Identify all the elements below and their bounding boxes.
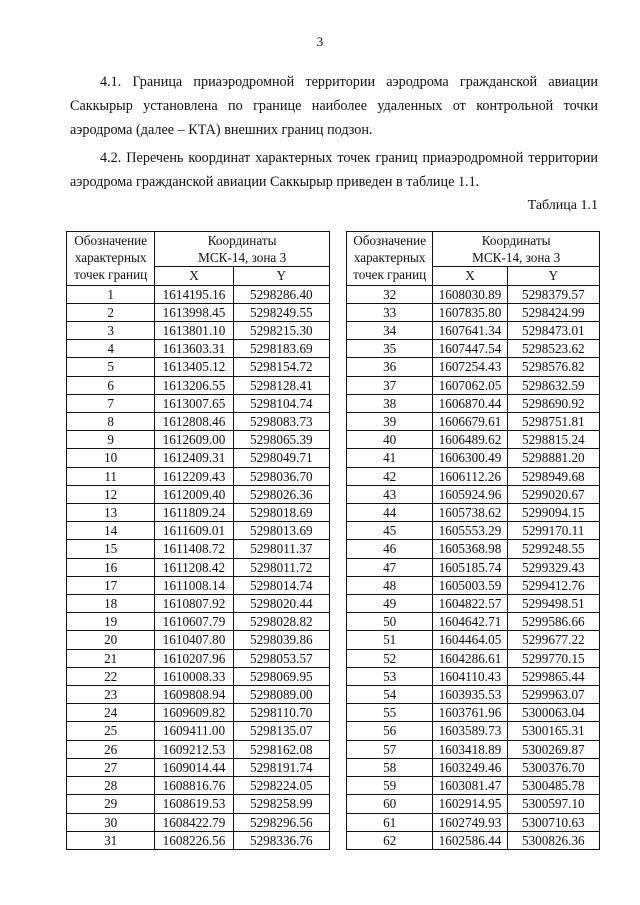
point-number-cell: 14 xyxy=(67,522,155,540)
table-row xyxy=(347,758,600,776)
point-number-cell: 38 xyxy=(347,394,433,412)
y-coordinate-cell: 5298020.44 xyxy=(233,595,329,613)
designation-header-line: точек границ xyxy=(353,267,427,283)
coordinate-system-header: МСК-14, зона 3 xyxy=(433,249,600,267)
y-coordinate-cell: 5298135.07 xyxy=(233,722,329,740)
y-coordinate-cell: 5298286.40 xyxy=(233,285,329,303)
y-coordinate-cell: 5298083.73 xyxy=(233,413,329,431)
point-number-cell: 9 xyxy=(67,431,155,449)
table-row xyxy=(347,831,600,849)
point-number-cell: 44 xyxy=(347,504,433,522)
point-number-cell: 15 xyxy=(67,540,155,558)
point-number-cell: 59 xyxy=(347,777,433,795)
coordinates-table-right xyxy=(346,231,600,850)
y-coordinate-cell: 5299412.76 xyxy=(507,576,599,594)
y-coordinate-cell: 5298523.62 xyxy=(507,340,599,358)
point-number-cell: 62 xyxy=(347,831,433,849)
y-coordinate-cell: 5298576.82 xyxy=(507,358,599,376)
coordinate-system-header: МСК-14, зона 3 xyxy=(155,249,330,267)
table-row xyxy=(347,631,600,649)
y-column-header: Y xyxy=(233,267,329,285)
table-row xyxy=(67,631,330,649)
table-row xyxy=(67,813,330,831)
y-coordinate-cell: 5298036.70 xyxy=(233,467,329,485)
x-coordinate-cell: 1606870.44 xyxy=(433,394,507,412)
x-coordinate-cell: 1611008.14 xyxy=(155,576,233,594)
table-row xyxy=(347,704,600,722)
table-row xyxy=(67,777,330,795)
x-coordinate-cell: 1612009.40 xyxy=(155,485,233,503)
x-coordinate-cell: 1610807.92 xyxy=(155,595,233,613)
table-row xyxy=(347,558,600,576)
y-coordinate-cell: 5298690.92 xyxy=(507,394,599,412)
table-row xyxy=(67,340,330,358)
y-coordinate-cell: 5298018.69 xyxy=(233,504,329,522)
y-coordinate-cell: 5298258.99 xyxy=(233,795,329,813)
point-number-cell: 19 xyxy=(67,613,155,631)
paragraph-boundary-description: 4.1. Граница приаэродромной территории аэродрома гражданской авиации Саккырыр установлена по границе наиболее удаленных от контрольной точки аэродрома (далее – КТА) внешних границ подзон. xyxy=(70,74,598,138)
y-coordinate-cell: 5298089.00 xyxy=(233,686,329,704)
x-coordinate-cell: 1606489.62 xyxy=(433,431,507,449)
table-row xyxy=(67,303,330,321)
table-row xyxy=(347,613,600,631)
point-number-cell: 55 xyxy=(347,704,433,722)
point-number-cell: 47 xyxy=(347,558,433,576)
table-row xyxy=(67,358,330,376)
table-row xyxy=(67,576,330,594)
point-number-cell: 40 xyxy=(347,431,433,449)
point-number-cell: 3 xyxy=(67,322,155,340)
y-coordinate-cell: 5298473.01 xyxy=(507,322,599,340)
y-coordinate-cell: 5299170.11 xyxy=(507,522,599,540)
y-coordinate-cell: 5299677.22 xyxy=(507,631,599,649)
x-coordinate-cell: 1607254.43 xyxy=(433,358,507,376)
y-coordinate-cell: 5298751.81 xyxy=(507,413,599,431)
point-number-cell: 49 xyxy=(347,595,433,613)
point-number-cell: 4 xyxy=(67,340,155,358)
x-coordinate-cell: 1603418.89 xyxy=(433,740,507,758)
y-coordinate-cell: 5298039.86 xyxy=(233,631,329,649)
table-row xyxy=(67,649,330,667)
point-number-cell: 17 xyxy=(67,576,155,594)
y-coordinate-cell: 5298028.82 xyxy=(233,613,329,631)
y-coordinate-cell: 5300165.31 xyxy=(507,722,599,740)
x-coordinate-cell: 1613801.10 xyxy=(155,322,233,340)
point-number-cell: 12 xyxy=(67,485,155,503)
designation-header-line: точек границ xyxy=(74,267,148,283)
point-number-cell: 53 xyxy=(347,667,433,685)
x-coordinate-cell: 1605553.29 xyxy=(433,522,507,540)
table-row xyxy=(347,485,600,503)
x-coordinate-cell: 1613206.55 xyxy=(155,376,233,394)
y-coordinate-cell: 5298632.59 xyxy=(507,376,599,394)
point-number-cell: 52 xyxy=(347,649,433,667)
point-number-cell: 6 xyxy=(67,376,155,394)
designation-header-line: Обозначение xyxy=(74,233,148,248)
x-coordinate-cell: 1609609.82 xyxy=(155,704,233,722)
table-row xyxy=(67,831,330,849)
point-number-cell: 33 xyxy=(347,303,433,321)
point-number-cell: 21 xyxy=(67,649,155,667)
x-coordinate-cell: 1610607.79 xyxy=(155,613,233,631)
table-row xyxy=(347,449,600,467)
table-row xyxy=(67,722,330,740)
point-number-cell: 5 xyxy=(67,358,155,376)
table-row xyxy=(67,758,330,776)
designation-header-line: характерных xyxy=(74,250,147,266)
point-number-cell: 42 xyxy=(347,467,433,485)
table-row xyxy=(67,413,330,431)
x-column-header: X xyxy=(433,267,507,285)
x-coordinate-cell: 1607447.54 xyxy=(433,340,507,358)
x-coordinate-cell: 1613405.12 xyxy=(155,358,233,376)
y-coordinate-cell: 5298949.68 xyxy=(507,467,599,485)
point-number-cell: 34 xyxy=(347,322,433,340)
point-number-cell: 25 xyxy=(67,722,155,740)
coordinates-header: Координаты xyxy=(155,232,330,250)
table-row xyxy=(347,813,600,831)
y-coordinate-cell: 5298162.08 xyxy=(233,740,329,758)
y-coordinate-cell: 5298110.70 xyxy=(233,704,329,722)
x-coordinate-cell: 1604464.05 xyxy=(433,631,507,649)
x-coordinate-cell: 1612609.00 xyxy=(155,431,233,449)
table-row xyxy=(347,576,600,594)
point-number-cell: 51 xyxy=(347,631,433,649)
y-coordinate-cell: 5298815.24 xyxy=(507,431,599,449)
x-coordinate-cell: 1612409.31 xyxy=(155,449,233,467)
y-coordinate-cell: 5300485.78 xyxy=(507,777,599,795)
table-row xyxy=(347,649,600,667)
table-row xyxy=(347,686,600,704)
table-row xyxy=(347,467,600,485)
table-row xyxy=(67,431,330,449)
table-row xyxy=(347,431,600,449)
table-row xyxy=(67,322,330,340)
x-coordinate-cell: 1608226.56 xyxy=(155,831,233,849)
table-row xyxy=(67,686,330,704)
table-row xyxy=(67,795,330,813)
table-row xyxy=(347,504,600,522)
point-number-cell: 16 xyxy=(67,558,155,576)
y-coordinate-cell: 5298104.74 xyxy=(233,394,329,412)
x-coordinate-cell: 1604642.71 xyxy=(433,613,507,631)
x-coordinate-cell: 1605368.98 xyxy=(433,540,507,558)
y-coordinate-cell: 5298183.69 xyxy=(233,340,329,358)
x-coordinate-cell: 1602749.93 xyxy=(433,813,507,831)
x-coordinate-cell: 1609212.53 xyxy=(155,740,233,758)
y-coordinate-cell: 5298053.57 xyxy=(233,649,329,667)
x-coordinate-cell: 1608030.89 xyxy=(433,285,507,303)
table-row xyxy=(67,522,330,540)
x-coordinate-cell: 1602586.44 xyxy=(433,831,507,849)
y-coordinate-cell: 5299865.44 xyxy=(507,667,599,685)
point-number-cell: 60 xyxy=(347,795,433,813)
y-coordinate-cell: 5298191.74 xyxy=(233,758,329,776)
table-row xyxy=(347,358,600,376)
x-coordinate-cell: 1604822.57 xyxy=(433,595,507,613)
x-coordinate-cell: 1607062.05 xyxy=(433,376,507,394)
point-number-cell: 22 xyxy=(67,667,155,685)
table-row xyxy=(347,285,600,303)
y-coordinate-cell: 5298224.05 xyxy=(233,777,329,795)
x-coordinate-cell: 1605185.74 xyxy=(433,558,507,576)
x-coordinate-cell: 1610008.33 xyxy=(155,667,233,685)
point-number-cell: 1 xyxy=(67,285,155,303)
y-coordinate-cell: 5300710.63 xyxy=(507,813,599,831)
point-number-cell: 10 xyxy=(67,449,155,467)
point-number-cell: 41 xyxy=(347,449,433,467)
table-row xyxy=(67,667,330,685)
point-number-cell: 26 xyxy=(67,740,155,758)
x-coordinate-cell: 1607641.34 xyxy=(433,322,507,340)
y-coordinate-cell: 5300376.70 xyxy=(507,758,599,776)
table-row xyxy=(67,595,330,613)
x-coordinate-cell: 1603249.46 xyxy=(433,758,507,776)
x-coordinate-cell: 1606300.49 xyxy=(433,449,507,467)
coordinates-header: Координаты xyxy=(433,232,600,250)
point-number-cell: 45 xyxy=(347,522,433,540)
y-coordinate-cell: 5298026.36 xyxy=(233,485,329,503)
table-row xyxy=(347,595,600,613)
y-coordinate-cell: 5300597.10 xyxy=(507,795,599,813)
table-row xyxy=(67,540,330,558)
x-coordinate-cell: 1612808.46 xyxy=(155,413,233,431)
y-coordinate-cell: 5298249.55 xyxy=(233,303,329,321)
y-coordinate-cell: 5298215.30 xyxy=(233,322,329,340)
x-coordinate-cell: 1613603.31 xyxy=(155,340,233,358)
y-coordinate-cell: 5299586.66 xyxy=(507,613,599,631)
table-row xyxy=(347,394,600,412)
point-number-cell: 7 xyxy=(67,394,155,412)
x-coordinate-cell: 1603935.53 xyxy=(433,686,507,704)
page-number: 3 xyxy=(316,34,324,49)
designation-header-line: Обозначение xyxy=(353,233,427,248)
point-number-cell: 56 xyxy=(347,722,433,740)
x-coordinate-cell: 1608422.79 xyxy=(155,813,233,831)
y-coordinate-cell: 5298069.95 xyxy=(233,667,329,685)
x-column-header: X xyxy=(155,267,233,285)
table-row xyxy=(347,376,600,394)
y-coordinate-cell: 5298014.74 xyxy=(233,576,329,594)
table-row xyxy=(67,558,330,576)
table-row xyxy=(347,322,600,340)
point-number-cell: 28 xyxy=(67,777,155,795)
y-coordinate-cell: 5299094.15 xyxy=(507,504,599,522)
y-coordinate-cell: 5299329.43 xyxy=(507,558,599,576)
y-coordinate-cell: 5298336.76 xyxy=(233,831,329,849)
table-row xyxy=(67,485,330,503)
x-coordinate-cell: 1608816.76 xyxy=(155,777,233,795)
x-coordinate-cell: 1605003.59 xyxy=(433,576,507,594)
y-column-header: Y xyxy=(507,267,599,285)
point-number-cell: 46 xyxy=(347,540,433,558)
point-number-cell: 29 xyxy=(67,795,155,813)
y-coordinate-cell: 5299770.15 xyxy=(507,649,599,667)
y-coordinate-cell: 5298013.69 xyxy=(233,522,329,540)
paragraph-coordinates-list: 4.2. Перечень координат характерных точек границ приаэродромной территории аэродрома гражданской авиации Саккырыр приведен в таблице 1.1. xyxy=(70,150,598,190)
table-row xyxy=(347,303,600,321)
point-number-cell: 24 xyxy=(67,704,155,722)
y-coordinate-cell: 5298379.57 xyxy=(507,285,599,303)
table-row xyxy=(67,394,330,412)
point-number-cell: 54 xyxy=(347,686,433,704)
x-coordinate-cell: 1605738.62 xyxy=(433,504,507,522)
table-row xyxy=(347,667,600,685)
table-row xyxy=(67,376,330,394)
x-coordinate-cell: 1606112.26 xyxy=(433,467,507,485)
y-coordinate-cell: 5300826.36 xyxy=(507,831,599,849)
table-row xyxy=(347,740,600,758)
point-number-cell: 36 xyxy=(347,358,433,376)
point-number-cell: 11 xyxy=(67,467,155,485)
point-number-cell: 20 xyxy=(67,631,155,649)
designation-header xyxy=(347,232,433,286)
y-coordinate-cell: 5298011.37 xyxy=(233,540,329,558)
coordinates-table-left xyxy=(66,231,330,850)
y-coordinate-cell: 5298154.72 xyxy=(233,358,329,376)
point-number-cell: 18 xyxy=(67,595,155,613)
table-row xyxy=(347,340,600,358)
x-coordinate-cell: 1603081.47 xyxy=(433,777,507,795)
table-row xyxy=(67,504,330,522)
x-coordinate-cell: 1603589.73 xyxy=(433,722,507,740)
x-coordinate-cell: 1611609.01 xyxy=(155,522,233,540)
x-coordinate-cell: 1611208.42 xyxy=(155,558,233,576)
y-coordinate-cell: 5298011.72 xyxy=(233,558,329,576)
point-number-cell: 13 xyxy=(67,504,155,522)
y-coordinate-cell: 5298881.20 xyxy=(507,449,599,467)
x-coordinate-cell: 1610407.80 xyxy=(155,631,233,649)
y-coordinate-cell: 5300269.87 xyxy=(507,740,599,758)
y-coordinate-cell: 5299498.51 xyxy=(507,595,599,613)
point-number-cell: 57 xyxy=(347,740,433,758)
x-coordinate-cell: 1613998.45 xyxy=(155,303,233,321)
table-row xyxy=(67,613,330,631)
table-row xyxy=(347,795,600,813)
x-coordinate-cell: 1604286.61 xyxy=(433,649,507,667)
point-number-cell: 30 xyxy=(67,813,155,831)
point-number-cell: 35 xyxy=(347,340,433,358)
designation-header xyxy=(67,232,155,286)
point-number-cell: 39 xyxy=(347,413,433,431)
x-coordinate-cell: 1610207.96 xyxy=(155,649,233,667)
table-row xyxy=(67,285,330,303)
x-coordinate-cell: 1609808.94 xyxy=(155,686,233,704)
x-coordinate-cell: 1609411.00 xyxy=(155,722,233,740)
point-number-cell: 32 xyxy=(347,285,433,303)
point-number-cell: 61 xyxy=(347,813,433,831)
table-row xyxy=(347,722,600,740)
y-coordinate-cell: 5298296.56 xyxy=(233,813,329,831)
table-row xyxy=(67,704,330,722)
y-coordinate-cell: 5299020.67 xyxy=(507,485,599,503)
point-number-cell: 48 xyxy=(347,576,433,594)
table-row xyxy=(67,740,330,758)
x-coordinate-cell: 1604110.43 xyxy=(433,667,507,685)
table-row xyxy=(347,413,600,431)
x-coordinate-cell: 1614195.16 xyxy=(155,285,233,303)
y-coordinate-cell: 5298049.71 xyxy=(233,449,329,467)
point-number-cell: 8 xyxy=(67,413,155,431)
x-coordinate-cell: 1606679.61 xyxy=(433,413,507,431)
x-coordinate-cell: 1608619.53 xyxy=(155,795,233,813)
y-coordinate-cell: 5299963.07 xyxy=(507,686,599,704)
x-coordinate-cell: 1607835.80 xyxy=(433,303,507,321)
designation-header-line: характерных xyxy=(353,250,426,266)
point-number-cell: 27 xyxy=(67,758,155,776)
table-caption: Таблица 1.1 xyxy=(527,198,598,213)
table-row xyxy=(67,467,330,485)
y-coordinate-cell: 5298065.39 xyxy=(233,431,329,449)
y-coordinate-cell: 5299248.55 xyxy=(507,540,599,558)
point-number-cell: 2 xyxy=(67,303,155,321)
x-coordinate-cell: 1605924.96 xyxy=(433,485,507,503)
x-coordinate-cell: 1611408.72 xyxy=(155,540,233,558)
point-number-cell: 43 xyxy=(347,485,433,503)
y-coordinate-cell: 5300063.04 xyxy=(507,704,599,722)
table-row xyxy=(347,540,600,558)
table-row xyxy=(347,777,600,795)
point-number-cell: 37 xyxy=(347,376,433,394)
x-coordinate-cell: 1612209.43 xyxy=(155,467,233,485)
x-coordinate-cell: 1602914.95 xyxy=(433,795,507,813)
y-coordinate-cell: 5298128.41 xyxy=(233,376,329,394)
table-row xyxy=(347,522,600,540)
x-coordinate-cell: 1611809.24 xyxy=(155,504,233,522)
point-number-cell: 58 xyxy=(347,758,433,776)
table-row xyxy=(67,449,330,467)
x-coordinate-cell: 1603761.96 xyxy=(433,704,507,722)
point-number-cell: 23 xyxy=(67,686,155,704)
y-coordinate-cell: 5298424.99 xyxy=(507,303,599,321)
x-coordinate-cell: 1609014.44 xyxy=(155,758,233,776)
point-number-cell: 31 xyxy=(67,831,155,849)
x-coordinate-cell: 1613007.65 xyxy=(155,394,233,412)
point-number-cell: 50 xyxy=(347,613,433,631)
